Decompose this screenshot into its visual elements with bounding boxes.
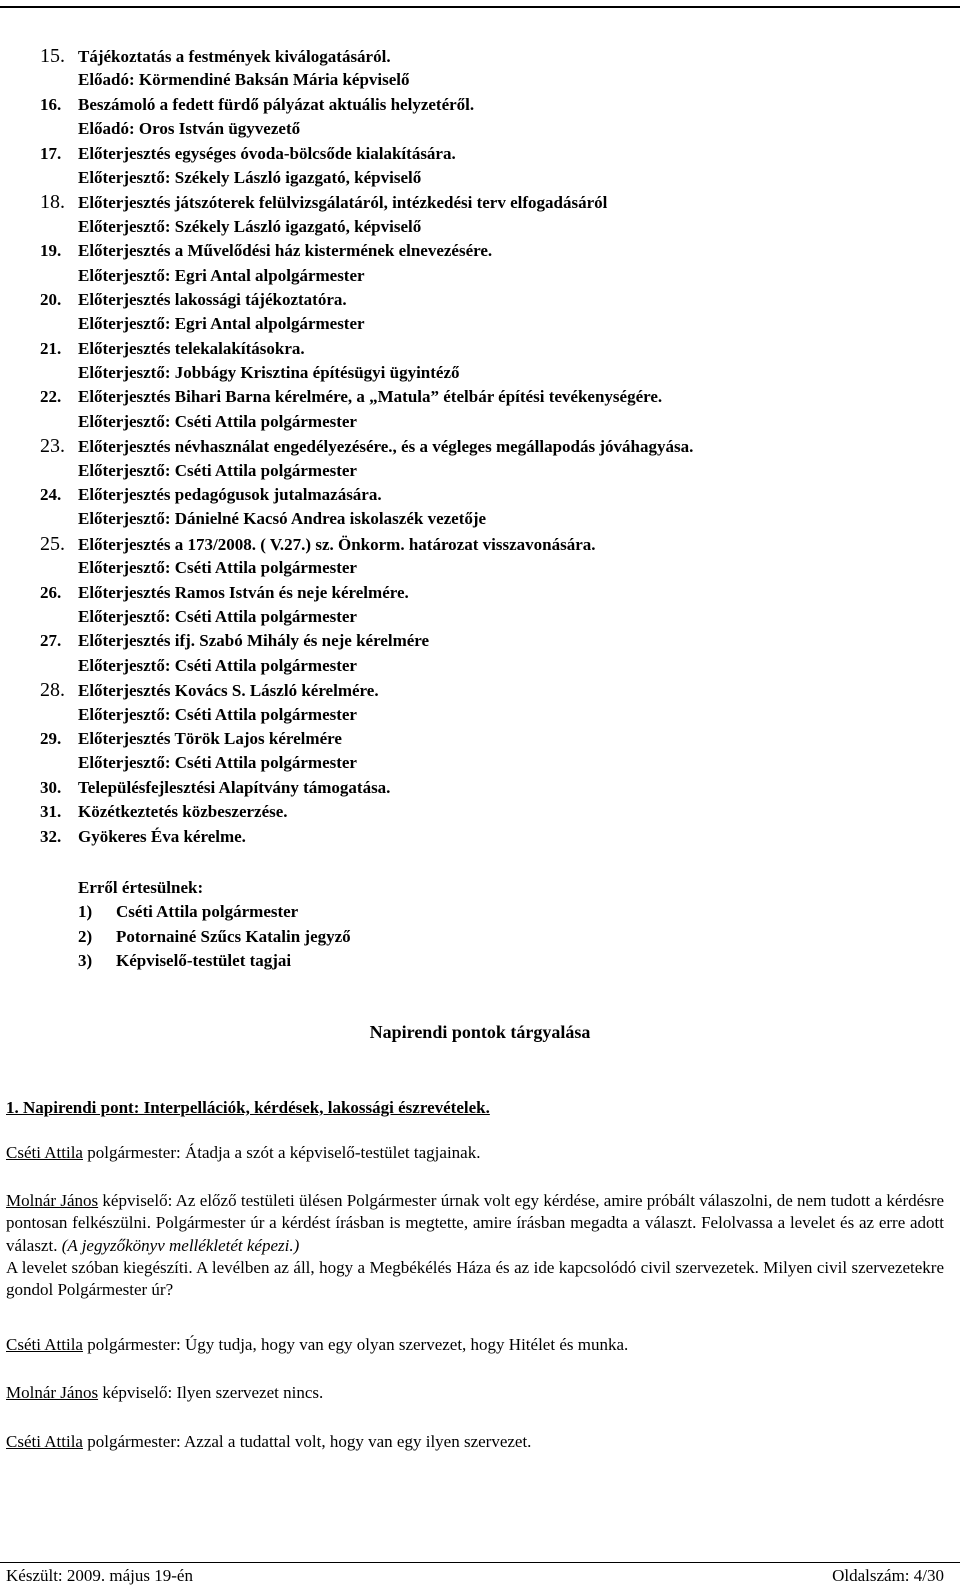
- agenda-item-number: 21.: [40, 338, 62, 358]
- agenda-item-title: [40, 434, 940, 458]
- page-number: Oldalszám: 4/30: [832, 1566, 944, 1585]
- agenda-item-text: Tájékoztatás a festmények kiválogatásáról.: [78, 47, 391, 66]
- agenda-item-text: Előterjesztés Kovács S. László kérelmére.: [78, 681, 379, 701]
- agenda-item-number: 20.: [40, 289, 62, 309]
- agenda-item-presenter: Előterjesztő: Egri Antal alpolgármester: [78, 314, 365, 334]
- agenda-item-number: 19.: [40, 241, 62, 261]
- agenda-item-title: [40, 825, 940, 849]
- notification-block: [78, 876, 351, 974]
- agenda-item-title: [40, 581, 940, 605]
- agenda-item-number: 31.: [40, 802, 62, 822]
- agenda-item-text: Előterjesztés telekalakításokra.: [78, 338, 305, 358]
- paragraph-1: Cséti Attila polgármester: Átadja a szót a képviselő-testület tagjainak.: [6, 1143, 481, 1162]
- agenda-item-text: Előterjesztés a Művelődési ház kistermének elnevezésére.: [78, 241, 493, 261]
- agenda-item-presenter: Előterjesztő: Cséti Attila polgármester: [78, 606, 357, 626]
- agenda-item-text: Településfejlesztési Alapítvány támogatása.: [78, 777, 391, 797]
- agenda-item-text: Előterjesztés Bihari Barna kérelmére, a „Matula” ételbár építési tevékenységére.: [78, 387, 663, 407]
- section-title: Napirendi pontok tárgyalása: [369, 1022, 591, 1042]
- agenda-item-title: [40, 44, 940, 68]
- agenda-item-presenter: Előterjesztő: Cséti Attila polgármester: [78, 704, 357, 724]
- agenda-item-text: Gyökeres Éva kérelme.: [78, 826, 246, 846]
- agenda-item-presenter: Előterjesztő: Cséti Attila polgármester: [78, 460, 357, 480]
- footer-date: Készült: 2009. május 19-én: [6, 1566, 193, 1585]
- agenda-item-text: Előterjesztés Ramos István és neje kérelmére.: [78, 582, 409, 602]
- agenda-item-presenter: Előterjesztő: Cséti Attila polgármester: [78, 411, 357, 431]
- paragraph-2: Molnár János képviselő: Az előző testületi ülésen Polgármester úrnak volt egy kérdése, amire próbált válaszolni, de nem tudott a kérdésre pontosan felkészülni. Polgármester úr a kérdést írásban is megtette, amire írásban megadta a választ. Felolvassa a levelet és az erre adott választ. (A jegyzőkönyv mellékletét képezi.) A levelet szóban kiegészíti. A levélben az áll, hogy a Megbékélés Háza és az ide kapcsolódó civil szervezetek. Milyen civil szervezetekre gondol Polgármester úr?: [6, 1191, 944, 1300]
- agenda-item-title: [40, 288, 940, 312]
- speaker-name: Cséti Attila: [6, 1432, 83, 1451]
- agenda-item-number: 22.: [40, 387, 62, 407]
- agenda-item-text: Közétkeztetés közbeszerzése.: [78, 802, 288, 822]
- agenda-item-title: [40, 385, 940, 409]
- agenda-item-title: [40, 629, 940, 653]
- agenda-item-text: Előterjesztés lakossági tájékoztatóra.: [78, 289, 347, 309]
- agenda-item-title: [40, 800, 940, 824]
- agenda-point-title: 1. Napirendi pont: Interpellációk, kérdések, lakossági észrevételek.: [6, 1098, 490, 1117]
- agenda-item-presenter: Előterjesztő: Cséti Attila polgármester: [78, 558, 357, 578]
- agenda-item-number: 29.: [40, 728, 62, 748]
- paragraph-3: Cséti Attila polgármester: Úgy tudja, hogy van egy olyan szervezet, hogy Hitélet és munka.: [6, 1335, 629, 1354]
- footer-rule: [0, 1562, 960, 1563]
- agenda-item-text: Előterjesztés játszóterek felülvizsgálatáról, intézkedési terv elfogadásáról: [78, 193, 608, 213]
- notification-item: 3) Képviselő-testület tagjai: [78, 951, 292, 971]
- agenda-item-text: Beszámoló a fedett fürdő pályázat aktuális helyzetéről.: [78, 94, 475, 114]
- agenda-item-number: 28.: [40, 679, 65, 702]
- agenda-item-title: [40, 190, 940, 214]
- agenda-item-number: 16.: [40, 94, 62, 114]
- speaker-name: Cséti Attila: [6, 1143, 83, 1162]
- notification-heading: Erről értesülnek:: [78, 878, 204, 897]
- agenda-item-presenter: Előterjesztő: Jobbágy Krisztina építésügyi ügyintéző: [78, 363, 460, 383]
- agenda-item-number: 15.: [40, 45, 65, 67]
- agenda-item-text: Előterjesztés pedagógusok jutalmazására.: [78, 485, 382, 505]
- agenda-item-number: 18.: [40, 191, 65, 214]
- agenda-item-number: 23.: [40, 435, 65, 458]
- paragraph-4: Molnár János képviselő: Ilyen szervezet nincs.: [6, 1383, 324, 1402]
- agenda-item-presenter: Előterjesztő: Egri Antal alpolgármester: [78, 265, 365, 285]
- agenda-item-title: [40, 532, 940, 556]
- agenda-item-title: [40, 93, 940, 117]
- agenda-item-presenter: Előterjesztő: Székely László igazgató, képviselő: [78, 167, 422, 187]
- agenda-item-number: 25.: [40, 532, 65, 555]
- agenda-item-title: [40, 337, 940, 361]
- agenda-item-text: Előterjesztés Török Lajos kérelmére: [78, 728, 342, 748]
- page-footer: [6, 1566, 944, 1586]
- agenda-item-presenter: Előadó: Körmendiné Baksán Mária képviselő: [78, 70, 410, 90]
- agenda-item-text: Előterjesztés ifj. Szabó Mihály és neje kérelmére: [78, 631, 430, 651]
- agenda-item-title: [40, 483, 940, 507]
- notification-item: 1) Cséti Attila polgármester: [78, 902, 299, 922]
- agenda-item-title: [40, 142, 940, 166]
- agenda-item-number: 27.: [40, 631, 62, 651]
- speaker-name: Molnár János: [6, 1383, 99, 1402]
- agenda-item-text: Előterjesztés névhasználat engedélyezésére., és a végleges megállapodás jóváhagyása.: [78, 437, 694, 457]
- notification-item: 2) Potornainé Szűcs Katalin jegyző: [78, 926, 351, 946]
- agenda-item-text: Előterjesztés egységes óvoda-bölcsőde kialakítására.: [78, 143, 456, 163]
- agenda-item-presenter: Előterjesztő: Székely László igazgató, képviselő: [78, 216, 422, 236]
- speaker-name: Molnár János: [6, 1191, 99, 1210]
- agenda-item-presenter: Előterjesztő: Dánielné Kacsó Andrea iskolaszék vezetője: [78, 509, 487, 529]
- agenda-item-number: 30.: [40, 777, 62, 797]
- speaker-name: Cséti Attila: [6, 1335, 83, 1354]
- agenda-list: [40, 44, 940, 849]
- agenda-item-presenter: Előterjesztő: Cséti Attila polgármester: [78, 655, 357, 675]
- top-rule: [0, 6, 960, 8]
- agenda-item-number: 17.: [40, 143, 62, 163]
- agenda-item-number: 24.: [40, 485, 62, 505]
- agenda-item-number: 32.: [40, 826, 62, 846]
- agenda-item-presenter: Előadó: Oros István ügyvezető: [78, 119, 301, 139]
- paragraph-5: Cséti Attila polgármester: Azzal a tudattal volt, hogy van egy ilyen szervezet.: [6, 1432, 532, 1451]
- agenda-item-presenter: Előterjesztő: Cséti Attila polgármester: [78, 753, 357, 773]
- agenda-item-title: [40, 727, 940, 751]
- agenda-item-title: [40, 678, 940, 702]
- agenda-item-title: [40, 776, 940, 800]
- agenda-item-text: Előterjesztés a 173/2008. ( V.27.) sz. Önkorm. határozat visszavonására.: [78, 534, 596, 554]
- agenda-item-number: 26.: [40, 582, 62, 602]
- agenda-item-title: [40, 239, 940, 263]
